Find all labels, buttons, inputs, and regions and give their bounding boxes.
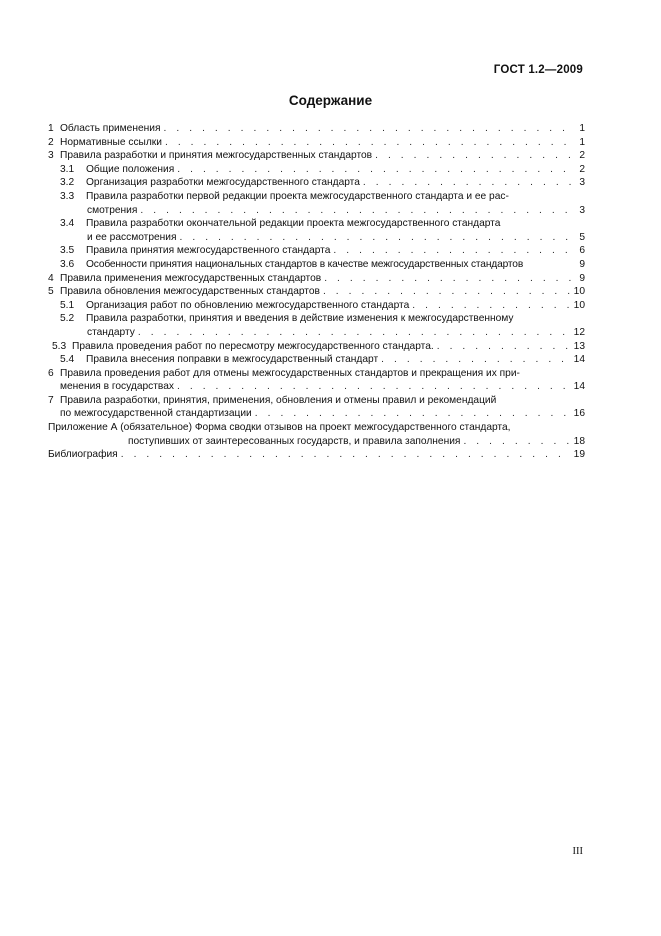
toc-entry-number: 3.5 — [60, 245, 75, 257]
page-number: III — [572, 846, 583, 857]
toc-entry-6[interactable] — [48, 367, 585, 381]
toc-leader-dots — [323, 285, 571, 299]
toc-entry-label: Библиография — [48, 449, 118, 461]
toc-entry-page: 16 — [573, 408, 585, 420]
toc-entry-number: 3.3 — [60, 190, 75, 202]
toc-entry-number: 5 — [48, 286, 54, 298]
toc-entry-page: 5 — [579, 231, 585, 243]
toc-entry-page: 3 — [579, 204, 585, 216]
toc-entry-page: 10 — [573, 299, 585, 311]
toc-entry-bibliography[interactable] — [48, 448, 585, 462]
toc-entry-page: 19 — [573, 449, 585, 461]
toc-entry-label: Правила применения межгосударственных стандартов — [60, 272, 322, 284]
table-of-contents — [48, 122, 585, 462]
toc-entry-label-continuation: и ее рассмотрения — [87, 231, 177, 243]
toc-entry-page: 13 — [573, 340, 585, 352]
toc-entry-number: 3.1 — [60, 163, 75, 175]
toc-leader-dots — [163, 122, 574, 136]
toc-entry-4[interactable] — [48, 272, 585, 286]
toc-entry-page: 3 — [579, 177, 585, 189]
toc-leader-dots — [177, 163, 574, 177]
toc-entry-label: Правила разработки и принятия межгосударственных стандартов — [60, 150, 373, 162]
toc-leader-dots — [121, 448, 571, 462]
toc-entry-label-continuation: поступивших от заинтересованных государств, и правила заполнения — [128, 435, 461, 447]
toc-entry-2[interactable] — [48, 136, 585, 150]
document-id: ГОСТ 1.2—2009 — [493, 64, 583, 76]
toc-entry-7[interactable] — [48, 394, 585, 408]
toc-entry-label: Правила обновления межгосударственных стандартов — [60, 286, 320, 298]
toc-entry-page: 14 — [573, 354, 585, 366]
toc-entry-5-2[interactable] — [48, 312, 585, 326]
toc-entry-7-cont[interactable] — [48, 407, 585, 421]
toc-entry-label: Правила разработки, принятия и введения в действие изменения к межгосударственному — [86, 313, 514, 325]
toc-entry-3[interactable] — [48, 149, 585, 163]
toc-leader-dots — [381, 353, 571, 367]
toc-leader-dots — [375, 149, 574, 163]
toc-leader-dots — [412, 299, 570, 313]
toc-entry-number: 1 — [48, 123, 54, 134]
toc-entry-page: 14 — [573, 381, 585, 393]
toc-entry-number: 3.6 — [60, 258, 75, 270]
toc-entry-page: 2 — [579, 150, 585, 162]
toc-entry-label: Правила принятия межгосударственного стандарта — [86, 245, 331, 257]
toc-entry-label: Нормативные ссылки — [60, 136, 162, 148]
toc-entry-number: 4 — [48, 272, 54, 284]
toc-entry-label-continuation: по межгосударственной стандартизации — [60, 408, 252, 420]
toc-leader-dots — [177, 380, 571, 394]
toc-entry-number: 3.2 — [60, 177, 75, 189]
toc-entry-label: Правила проведения работ для отмены межгосударственных стандартов и прекращения их при- — [60, 367, 520, 379]
toc-entry-5-2-cont[interactable] — [48, 326, 585, 340]
toc-entry-label: Правила проведения работ по пересмотру межгосударственного стандарта. — [72, 340, 434, 352]
toc-entry-3-3[interactable] — [48, 190, 585, 204]
toc-entry-3-1[interactable] — [48, 163, 585, 177]
toc-entry-5-1[interactable] — [48, 299, 585, 313]
toc-entry-label: Правила внесения поправки в межгосударственный стандарт — [86, 354, 379, 366]
toc-entry-annex-a-cont[interactable] — [48, 435, 585, 449]
toc-leader-dots — [324, 272, 574, 286]
toc-entry-label: Правила разработки первой редакции проекта межгосударственного стандарта и ее рас- — [86, 190, 509, 202]
toc-leader-dots — [363, 176, 574, 190]
toc-entry-3-4[interactable] — [48, 217, 585, 231]
toc-entry-3-4-cont[interactable] — [48, 231, 585, 245]
toc-entry-3-6[interactable] — [48, 258, 585, 272]
toc-entry-label-continuation: менения в государствах — [60, 381, 174, 393]
toc-leader-dots — [255, 407, 571, 421]
toc-entry-page: 9 — [579, 258, 585, 270]
toc-entry-number: 5.3 — [52, 340, 67, 352]
toc-leader-dots — [463, 435, 570, 449]
toc-entry-label: Область применения — [60, 123, 161, 134]
toc-entry-label: Правила разработки окончательной редакции проекта межгосударственного стандарта — [86, 218, 501, 230]
toc-leader-dots — [437, 340, 571, 354]
toc-entry-number: 3.4 — [60, 218, 75, 230]
toc-leader-dots — [140, 204, 574, 218]
toc-entry-3-3-cont[interactable] — [48, 204, 585, 218]
toc-leader-dots — [333, 244, 574, 258]
toc-entry-page: 6 — [579, 245, 585, 257]
toc-entry-page: 10 — [573, 286, 585, 298]
toc-entry-5-4[interactable] — [48, 353, 585, 367]
toc-entry-5[interactable] — [48, 285, 585, 299]
toc-entry-number: 5.4 — [60, 354, 75, 366]
toc-entry-label: Организация работ по обновлению межгосударственного стандарта — [86, 299, 410, 311]
toc-entry-annex-a[interactable] — [48, 421, 585, 435]
toc-entry-label: Особенности принятия национальных стандартов в качестве межгосударственных стандартов — [86, 258, 524, 270]
toc-leader-dots — [138, 326, 571, 340]
toc-entry-page: 18 — [573, 435, 585, 447]
toc-entry-label-continuation: смотрения — [87, 204, 138, 216]
toc-entry-label: Правила разработки, принятия, применения, обновления и отмены правил и рекомендаций — [60, 394, 497, 406]
toc-entry-label: Приложение А (обязательное) Форма сводки отзывов на проект межгосударственного стандарта, — [48, 422, 511, 434]
toc-entry-page: 9 — [579, 272, 585, 284]
toc-entry-number: 2 — [48, 136, 54, 148]
toc-leader-dots — [179, 231, 574, 245]
toc-entry-1[interactable] — [48, 122, 585, 136]
toc-entry-label: Общие положения — [86, 163, 175, 175]
toc-entry-5-3[interactable] — [48, 340, 585, 354]
toc-entry-3-2[interactable] — [48, 176, 585, 190]
toc-entry-page: 2 — [579, 163, 585, 175]
page-title: Содержание — [288, 93, 373, 108]
toc-entry-3-5[interactable] — [48, 244, 585, 258]
toc-entry-number: 5.1 — [60, 299, 75, 311]
toc-entry-label-continuation: стандарту — [87, 326, 135, 338]
toc-entry-page: 1 — [579, 123, 585, 134]
toc-leader-dots — [165, 136, 574, 150]
toc-entry-number: 5.2 — [60, 313, 75, 325]
toc-entry-6-cont[interactable] — [48, 380, 585, 394]
toc-entry-number: 6 — [48, 367, 54, 379]
toc-entry-page: 1 — [579, 136, 585, 148]
toc-entry-number: 3 — [48, 150, 54, 162]
toc-entry-number: 7 — [48, 394, 54, 406]
toc-entry-label: Организация разработки межгосударственного стандарта — [86, 177, 360, 189]
toc-entry-page: 12 — [573, 326, 585, 338]
